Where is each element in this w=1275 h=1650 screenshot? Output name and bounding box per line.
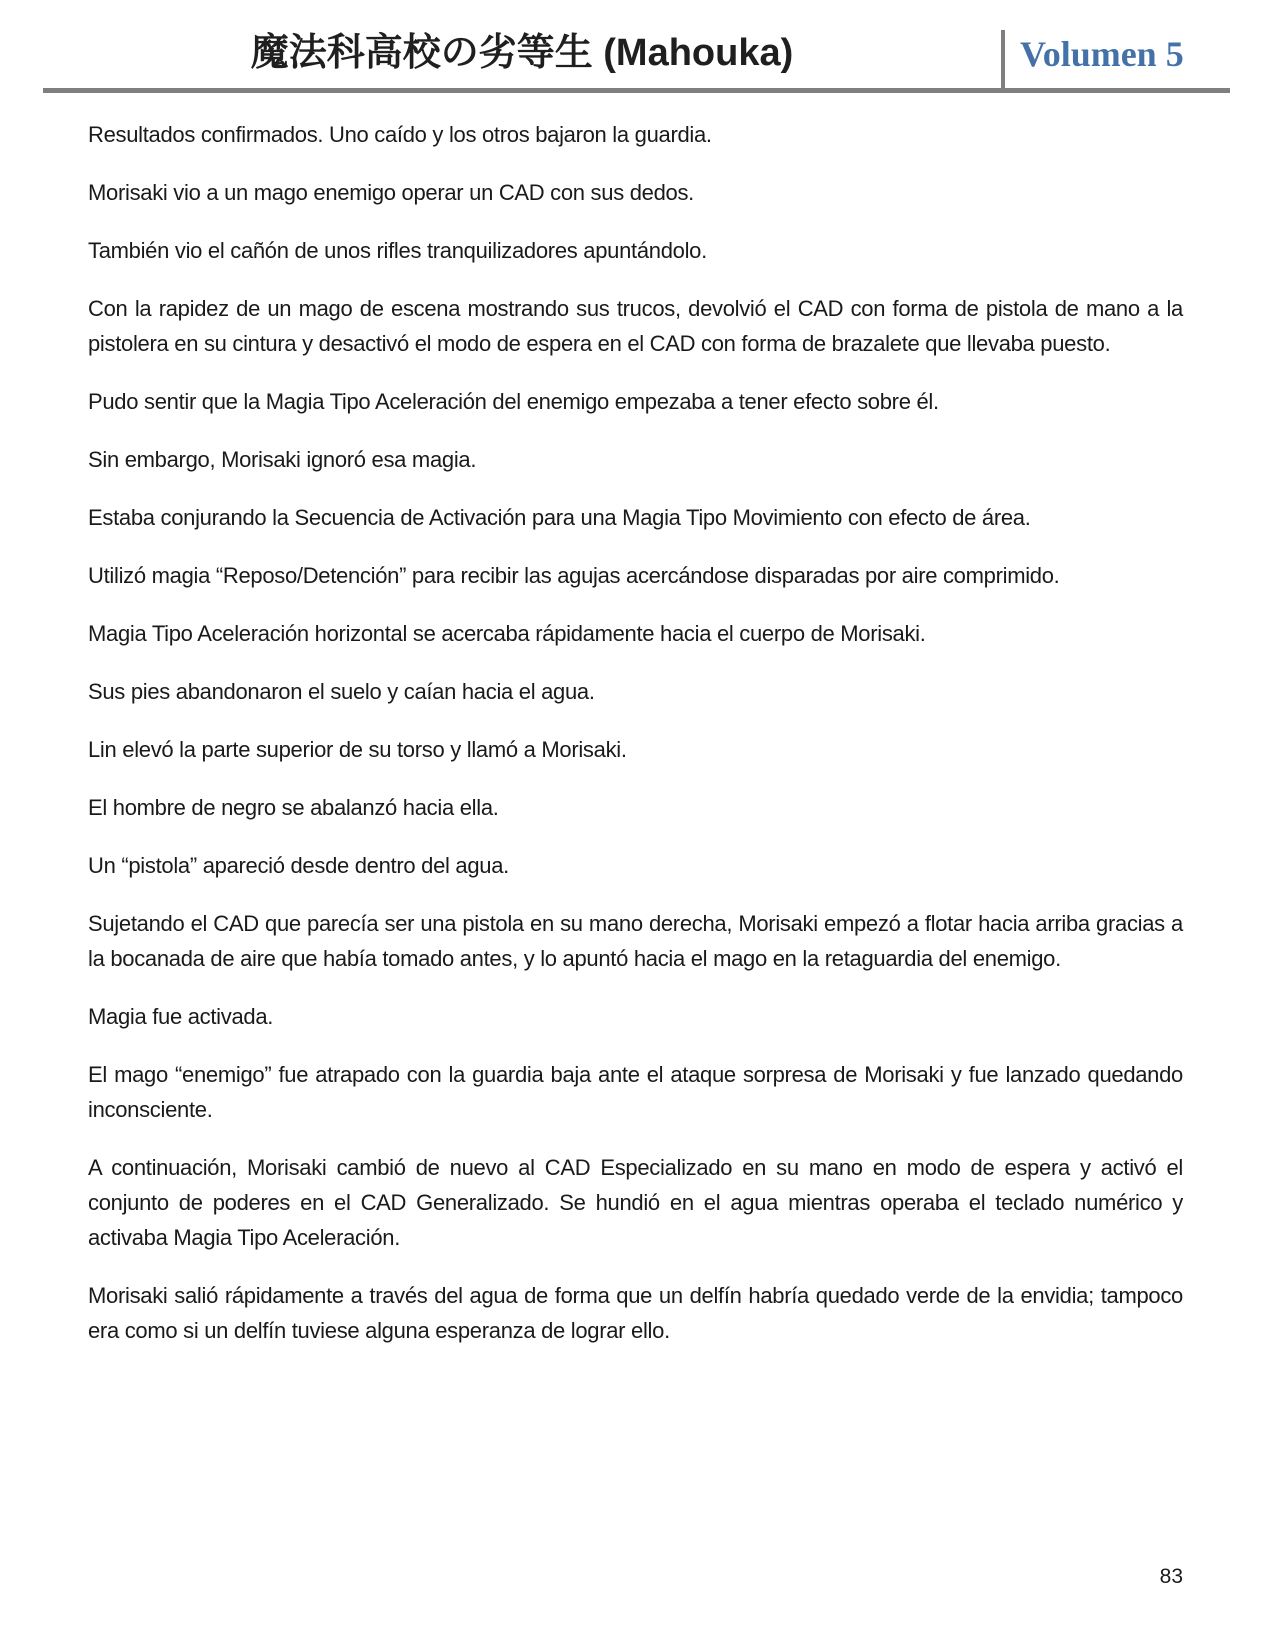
header-divider (1001, 30, 1005, 93)
paragraph-12: El hombre de negro se abalanzó hacia ella. (88, 795, 499, 820)
page-title: 魔法科高校の劣等生 (Mahouka) (250, 32, 794, 74)
paragraph-5: Pudo sentir que la Magia Tipo Aceleración del enemigo empezaba a tener efecto sobre él. (88, 389, 939, 414)
paragraph-14: Sujetando el CAD que parecía ser una pistola en su mano derecha, Morisaki empezó a flotar hacia arriba gracias a la bocanada de aire que había tomado antes, y lo apuntó hacia el mago en la retaguardia del enemigo. (88, 911, 1183, 971)
header-rule (43, 88, 1230, 93)
paragraph-10: Sus pies abandonaron el suelo y caían hacia el agua. (88, 679, 595, 704)
paragraph-15: Magia fue activada. (88, 1004, 274, 1029)
paragraph-1: Resultados confirmados. Uno caído y los otros bajaron la guardia. (88, 122, 712, 147)
paragraph-6: Sin embargo, Morisaki ignoró esa magia. (88, 447, 477, 472)
paragraph-18: Morisaki salió rápidamente a través del agua de forma que un delfín habría quedado verde de la envidia; tampoco era como si un delfín tuviese alguna esperanza de lograr ello. (88, 1283, 1183, 1343)
paragraph-7: Estaba conjurando la Secuencia de Activación para una Magia Tipo Movimiento con efecto de área. (88, 505, 1031, 530)
paragraph-11: Lin elevó la parte superior de su torso y llamó a Morisaki. (88, 737, 627, 762)
paragraph-2: Morisaki vio a un mago enemigo operar un CAD con sus dedos. (88, 180, 694, 205)
page-body (88, 117, 1183, 1371)
paragraph-9: Magia Tipo Aceleración horizontal se acercaba rápidamente hacia el cuerpo de Morisaki. (88, 621, 926, 646)
paragraph-3: También vio el cañón de unos rifles tranquilizadores apuntándolo. (88, 238, 707, 263)
page-number: 83 (1159, 1565, 1183, 1588)
paragraph-13: Un “pistola” apareció desde dentro del agua. (88, 853, 509, 878)
paragraph-17: A continuación, Morisaki cambió de nuevo al CAD Especializado en su mano en modo de espera y activó el conjunto de poderes en el CAD Generalizado. Se hundió en el agua mientras operaba el teclado numérico y activaba Magia Tipo Aceleración. (88, 1155, 1183, 1250)
paragraph-4: Con la rapidez de un mago de escena mostrando sus trucos, devolvió el CAD con forma de pistola de mano a la pistolera en su cintura y desactivó el modo de espera en el CAD con forma de brazalete que llevaba puesto. (88, 296, 1183, 356)
paragraph-16: El mago “enemigo” fue atrapado con la guardia baja ante el ataque sorpresa de Morisaki y fue lanzado quedando inconsciente. (88, 1062, 1183, 1122)
paragraph-8: Utilizó magia “Reposo/Detención” para recibir las agujas acercándose disparadas por aire comprimido. (88, 563, 1060, 588)
volume-label: Volumen 5 (1020, 34, 1184, 74)
